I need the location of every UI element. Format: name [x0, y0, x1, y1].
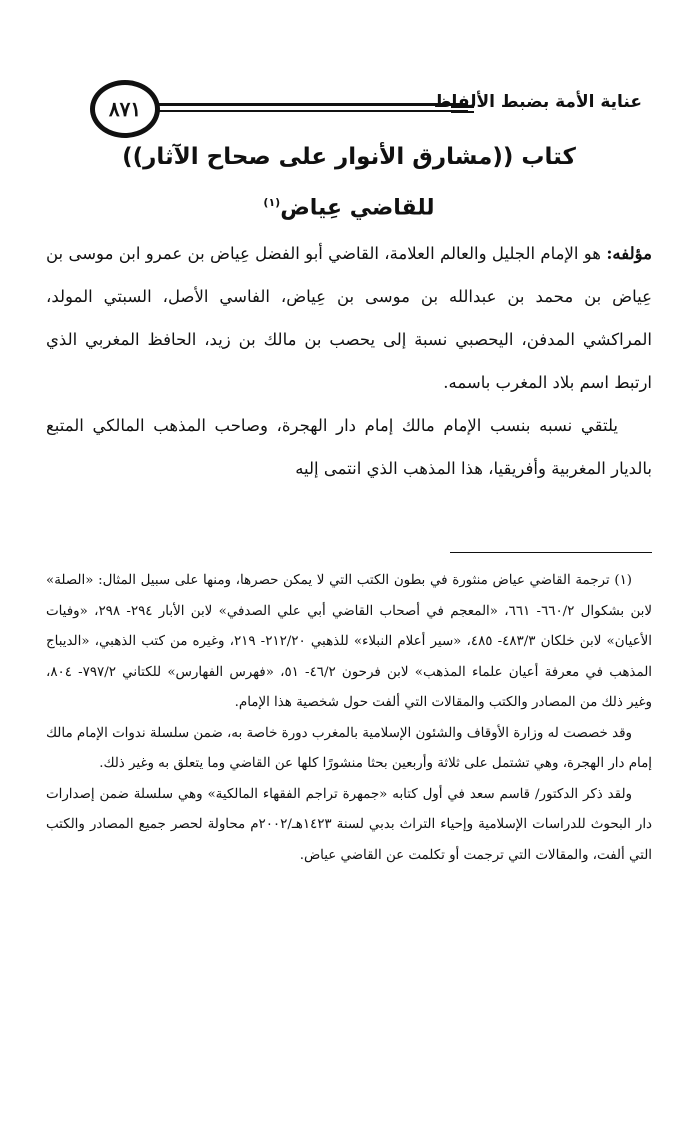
header-rule-left-lower	[134, 110, 468, 112]
running-title: عناية الأمة بضبط الألفاظ	[433, 92, 642, 112]
page-header	[62, 74, 642, 134]
chapter-subtitle	[60, 186, 638, 225]
footnotes	[46, 566, 652, 871]
page-number: ٨٧١	[108, 97, 142, 121]
chapter-title: كتاب ((مشارق الأنوار على صحاح الآثار))	[122, 144, 576, 170]
footnote-2: وقد خصصت له وزارة الأوقاف والشئون الإسلامية بالمغرب دورة خاصة به، ضمن سلسلة ندوات الإمام مالك إمام دار الهجرة، وهي تشتمل على ثلاثة وأربعين بحثا منشورًا كلها عن القاضي وما يتعلق به وغير ذلك.	[46, 725, 652, 771]
footnote-divider	[450, 552, 652, 553]
body-text	[46, 232, 652, 490]
footnote-1: (١) ترجمة القاضي عياض منثورة في بطون الكتب التي لا يمكن حصرها، ومنها على سبيل المثال: «الصلة» لابن بشكوال ٦٦٠/٢- ٦٦١، «المعجم في أصحاب القاضي أبي علي الصدفي» لابن الأبار ٢٩٤- ٢٩٨، «وفيات الأعيان» لابن خلكان ٤٨٣/٣- ٤٨٥، «سير أعلام النبلاء» للذهبي ٢١٢/٢٠- ٢١٩، وغيره من كتب الذهبي، «الديباج المذهب في معرفة أعيان علماء المذهب» لابن فرحون ٤٦/٢- ٥١، «فهرس الفهارس» للكتاني ٧٩٧/٢- ٨٠٤، وغير ذلك من المصادر والكتب والمقالات التي ألفت حول شخصية هذا الإمام.	[46, 573, 653, 710]
lineage-paragraph: يلتقي نسبه بنسب الإمام مالك إمام دار الهجرة، وصاحب المذهب المالكي المتبع بالديار المغربية وأفريقيا، هذا المذهب الذي انتمى إليه	[46, 416, 652, 478]
footnote-3: ولقد ذكر الدكتور/ قاسم سعد في أول كتابه «جمهرة تراجم الفقهاء المالكية» وهي سلسلة ضمن إصدارات دار البحوث للدراسات الإسلامية وإحياء التراث بدبي لسنة ١٤٢٣هـ/٢٠٠٢م محاولة لحصر جميع المصادر والكتب التي ألفت، والمقالات التي ترجمت أو تكلمت عن القاضي عياض.	[46, 786, 652, 863]
author-paragraph	[46, 232, 652, 404]
header-rule-right	[451, 106, 474, 108]
page-number-badge	[90, 80, 160, 138]
footnote-reference: (١)	[263, 196, 281, 209]
header-rule-left	[134, 103, 468, 106]
author-text: هو الإمام الجليل والعالم العلامة، القاضي أبو الفضل عِياض بن عمرو ابن موسى بن عِياض بن محمد بن عبدالله بن موسى بن عِياض، الفاسي الأصل، السبتي المولد، المراكشي المدفن، اليحصبي نسبة إلى يحصب بن مالك بن زيد، الحافظ المغربي الذي ارتبط اسم بلاد المغرب باسمه.	[46, 244, 652, 392]
author-label: مؤلفه:	[606, 244, 652, 263]
subtitle-text: للقاضي عِياض	[280, 195, 435, 221]
